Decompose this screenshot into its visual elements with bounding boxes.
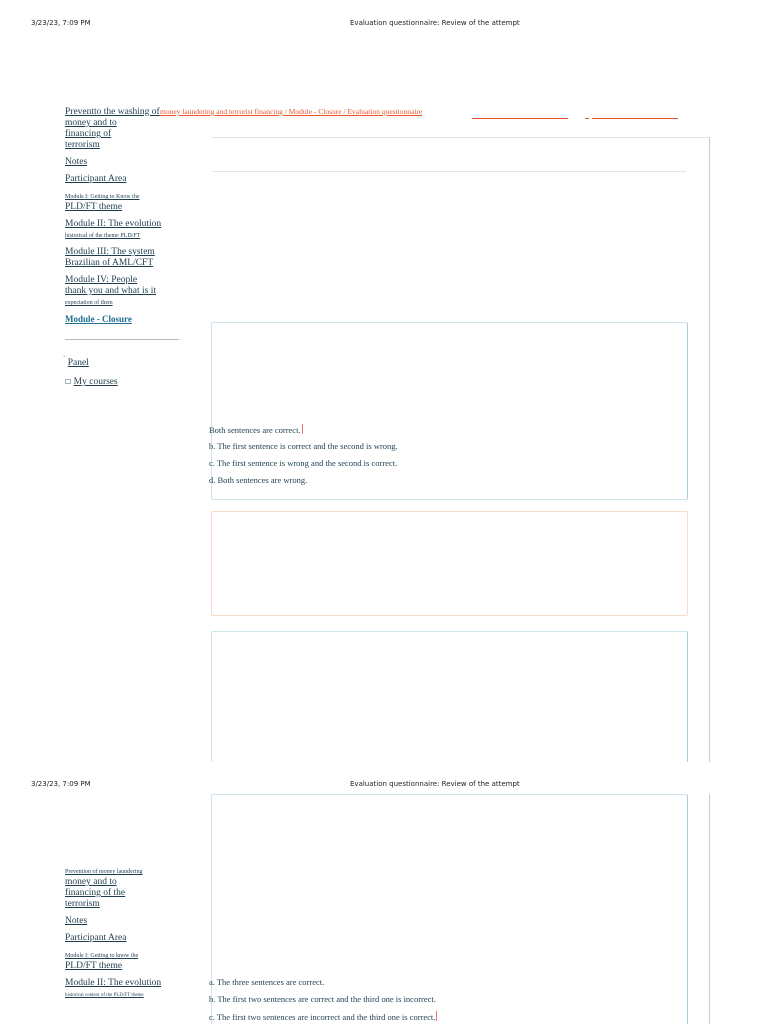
question-panel <box>211 631 688 762</box>
page-scrollbar[interactable] <box>709 794 710 1024</box>
course-title-link[interactable]: Prevention of money laundering money and to financing of the terrorism <box>65 869 143 909</box>
breadcrumb[interactable] <box>160 107 422 116</box>
nav-module-2[interactable]: Module II: The evolution historical of the theme PLD/FT <box>65 219 162 239</box>
text-cursor <box>302 424 303 434</box>
course-sidebar <box>65 866 185 1000</box>
nav-my-courses[interactable]: ☐ My courses <box>65 377 118 387</box>
content-divider <box>212 171 686 172</box>
page-scrollbar[interactable] <box>709 137 710 762</box>
breadcrumb-underline <box>592 118 678 119</box>
nav-module-4[interactable]: Module IV: People thank you and what is it expectation of them <box>65 275 157 306</box>
answer-option-b[interactable]: b. The first sentence is correct and the second is wrong. <box>209 441 398 451</box>
answer-option-d[interactable]: d. Both sentences are wrong. <box>209 475 308 485</box>
print-timestamp: 3/23/23, 7:09 PM <box>31 780 91 788</box>
answer-option-a[interactable]: a. The three sentences are correct. <box>209 977 325 987</box>
answer-option-b[interactable]: b. The first two sentences are correct and the third one is incorrect. <box>209 994 436 1004</box>
print-page-2 <box>0 772 768 1024</box>
nav-panel[interactable]: ` Panel <box>63 355 89 368</box>
text-cursor <box>436 1011 437 1021</box>
nav-module-closure[interactable]: Module - Closure <box>65 314 132 324</box>
course-sidebar <box>65 107 185 388</box>
nav-participant-area[interactable]: Participant Area <box>65 174 127 184</box>
print-title: Evaluation questionnaire: Review of the attempt <box>350 19 520 27</box>
nav-notes[interactable]: Notes <box>65 157 88 167</box>
print-timestamp: 3/23/23, 7:09 PM <box>31 19 91 27</box>
answer-option-a[interactable]: Both sentences are correct. <box>209 425 301 435</box>
question-panel <box>211 322 688 500</box>
question-panel <box>211 794 688 1024</box>
header-divider <box>212 137 710 138</box>
checkbox-icon: ☐ <box>65 378 72 386</box>
nav-module-3[interactable]: Module III: The system Brazilian of AML/CFT <box>65 247 155 268</box>
nav-notes[interactable]: Notes <box>65 916 88 926</box>
breadcrumb-underline <box>585 118 589 119</box>
print-title: Evaluation questionnaire: Review of the attempt <box>350 780 520 788</box>
sidebar-divider <box>65 325 179 340</box>
nav-participant-area[interactable]: Participant Area <box>65 933 127 943</box>
nav-module-1[interactable]: Module I: Getting to know the PLD/FT theme <box>65 953 139 971</box>
nav-module-1[interactable]: Module I: Getting to Know the PLD/FT theme <box>65 194 140 212</box>
panel-icon: ` <box>63 355 66 363</box>
answer-option-c[interactable]: c. The first two sentences are incorrect and the third one is correct. <box>209 1012 436 1022</box>
course-title-link[interactable]: Preventto the washing of money and to financing of terrorism <box>65 107 160 150</box>
breadcrumb-underline <box>472 118 568 119</box>
answer-option-c[interactable]: c. The first sentence is wrong and the second is correct. <box>209 458 398 468</box>
nav-module-2[interactable]: Module II: The evolution historical context of the PLD/FT theme <box>65 978 162 998</box>
breadcrumb-path[interactable]: money laundering and terrorist financing / Module - Closure / Evaluation questionnaire <box>160 107 423 116</box>
feedback-panel <box>211 511 688 616</box>
